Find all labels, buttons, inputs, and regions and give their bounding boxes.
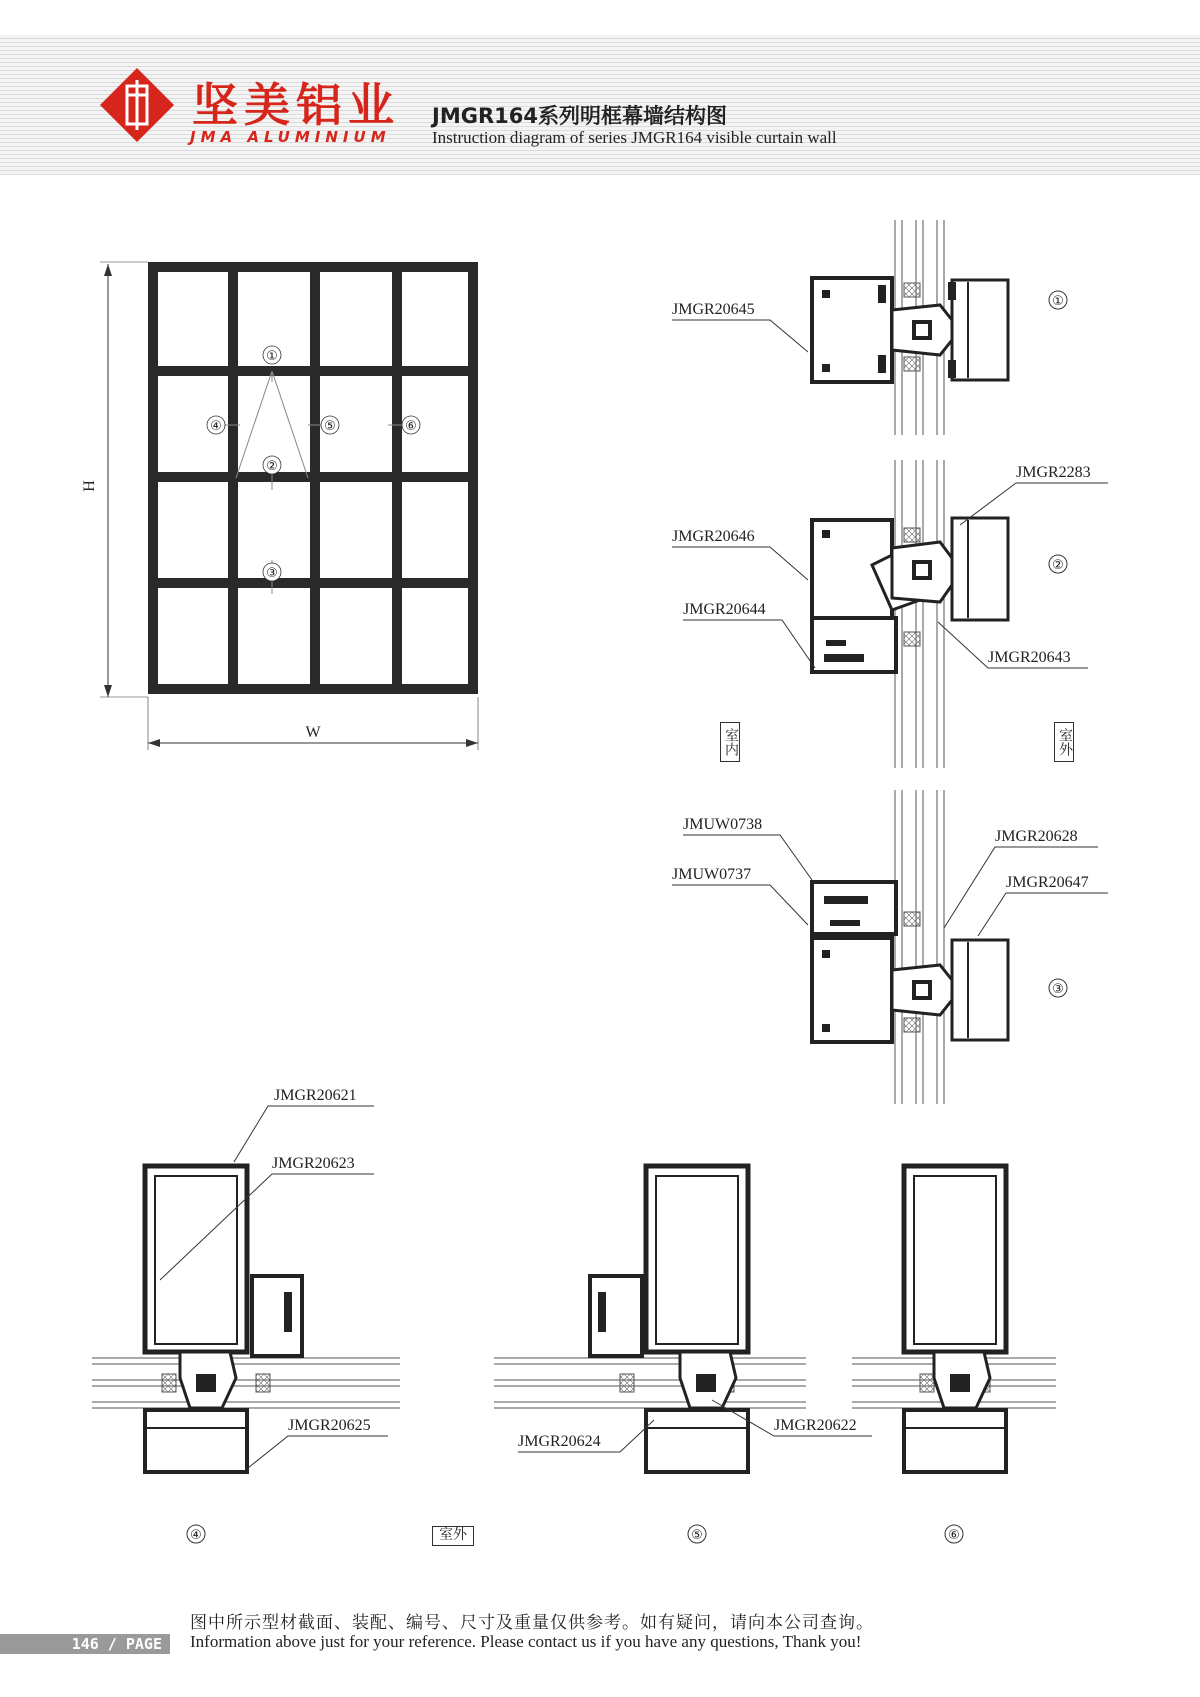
brand-name-en: JMA ALUMINIUM [190,128,391,146]
grid-marker-3: ③ [266,566,278,581]
section-marker-5: ⑤ [691,1528,703,1543]
grid-marker-6: ⑥ [405,419,417,434]
section-marker-4: ④ [190,1528,202,1543]
part-label-JMGR20623: JMGR20623 [272,1155,355,1172]
grid-marker-1: ① [266,349,278,364]
section-4 [92,1087,400,1543]
part-label-JMGR20646: JMGR20646 [672,528,755,545]
part-label-JMGR20643: JMGR20643 [988,649,1071,666]
grid-marker-5: ⑤ [324,419,336,434]
part-label-JMUW0738: JMUW0738 [683,816,763,833]
page-title-en: Instruction diagram of series JMGR164 visible curtain wall [432,128,837,147]
part-label-JMGR20647: JMGR20647 [1006,874,1089,891]
part-label-JMGR20645: JMGR20645 [672,301,755,318]
section-marker-3: ③ [1052,982,1064,997]
page-number-badge: 146 / PAGE [0,1634,170,1654]
footer-note-cn: 图中所示型材截面、装配、编号、尺寸及重量仅供参考。如有疑问，请向本公司查询。 [190,1613,874,1633]
section-marker-6: ⑥ [948,1528,960,1543]
grid-marker-4: ④ [210,419,222,434]
part-label-JMGR20622: JMGR20622 [774,1417,857,1434]
part-label-JMGR20625: JMGR20625 [288,1417,371,1434]
section-3 [672,790,1108,1104]
elevation-grid [81,262,478,750]
section-marker-2: ② [1052,558,1064,573]
section-6 [852,1166,1056,1543]
part-label-JMGR20621: JMGR20621 [274,1087,357,1104]
grid-marker-2: ② [266,459,278,474]
outdoor-bottom-tag: 室外 [432,1526,474,1546]
part-label-JMGR20628: JMGR20628 [995,828,1078,845]
outdoor-tag: 室外 [1054,722,1074,762]
part-label-JMGR2283: JMGR2283 [1016,464,1091,481]
footer-note-en: Information above just for your reference. Please contact us if you have any questions, Thank you! [190,1632,862,1651]
brand-name-cn: 坚美铝业 [192,78,400,132]
part-label-JMGR20624: JMGR20624 [518,1433,601,1450]
section-marker-1: ① [1052,294,1064,309]
height-label: H [81,480,98,492]
indoor-tag: 室内 [720,722,740,762]
part-label-JMUW0737: JMUW0737 [672,866,752,883]
width-label: W [305,724,321,741]
section-5 [494,1166,872,1543]
part-label-JMGR20644: JMGR20644 [683,601,766,618]
section-1 [672,220,1067,435]
page-title-cn: JMGR164系列明框幕墙结构图 [432,104,727,128]
